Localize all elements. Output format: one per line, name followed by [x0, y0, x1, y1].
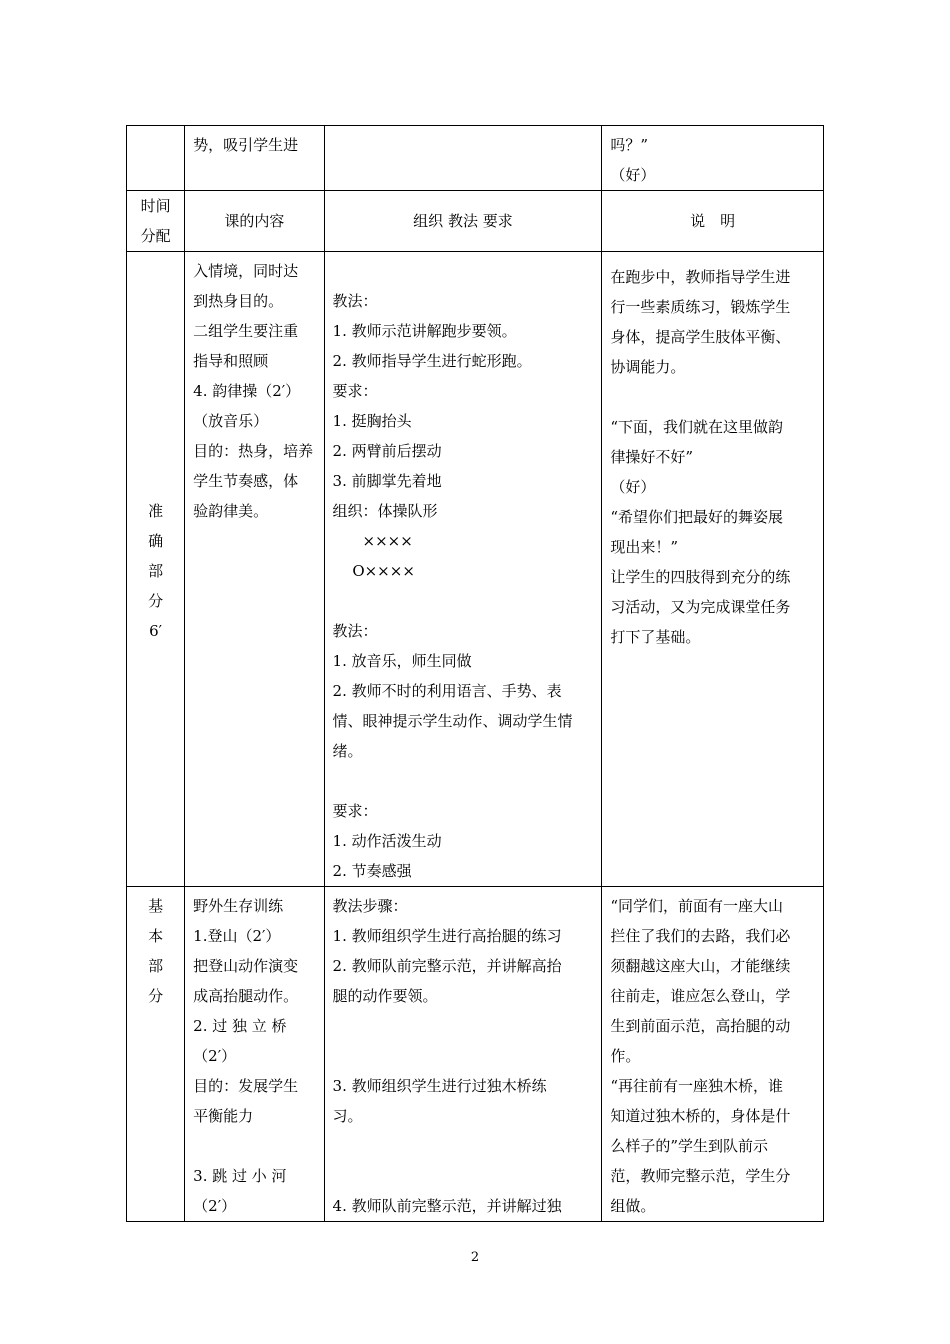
text-line: 部 [148, 562, 164, 580]
text-line: 野外生存训练 [193, 897, 284, 915]
text-line: 3. 前脚掌先着地 [332, 472, 442, 490]
prep-note [602, 252, 824, 887]
basic-section-label [127, 887, 185, 1222]
text-line: 分 [148, 592, 164, 610]
prep-section-row [127, 252, 824, 887]
text-line: 指导和照顾 [193, 352, 269, 370]
text-line: 身体，提高学生肢体平衡、 [610, 328, 791, 346]
text-line: 范，教师完整示范，学生分 [610, 1167, 791, 1185]
text-line: 教法步骤： [332, 897, 408, 915]
text-line: 成高抬腿动作。 [193, 987, 299, 1005]
text-line: 1.登山（2′） [193, 927, 281, 945]
method-cell [324, 126, 602, 191]
text-line: 组织：体操队形 [332, 502, 438, 520]
text-line: 习。 [332, 1107, 363, 1125]
text-line: 1. 教师组织学生进行高抬腿的练习 [332, 927, 562, 945]
text-line: 二组学生要注重 [193, 322, 299, 340]
text-line: 生到前面示范，高抬腿的动 [610, 1017, 791, 1035]
basic-section-row [127, 887, 824, 1222]
text-line: 学生节奏感，体 [193, 472, 299, 490]
prep-content [185, 252, 324, 887]
basic-method [324, 887, 602, 1222]
text-line: 么样子的”学生到队前示 [610, 1137, 769, 1155]
text-line: ×××× [332, 532, 413, 550]
text-line: 目的：热身，培养 [193, 442, 314, 460]
text-line: “同学们，前面有一座大山 [610, 897, 784, 915]
text-line: 绪。 [332, 742, 363, 760]
prep-section-label [127, 252, 185, 887]
basic-content [185, 887, 324, 1222]
text-line: 平衡能力 [193, 1107, 254, 1125]
text-line: “下面，我们就在这里做韵 [610, 418, 784, 436]
text-line: 知道过独木桥的，身体是什 [610, 1107, 791, 1125]
text-line: 2. 教师不时的利用语言、手势、表 [332, 682, 562, 700]
text-line: 6′ [149, 622, 163, 640]
page-number: 2 [470, 1250, 480, 1265]
text-line: 腿的动作要领。 [332, 987, 438, 1005]
text-line: 2. 教师指导学生进行蛇形跑。 [332, 352, 532, 370]
basic-note [602, 887, 824, 1222]
text-line: 协调能力。 [610, 358, 686, 376]
text-line: 教法： [332, 292, 378, 310]
text-line: 分 [148, 987, 164, 1005]
text-line: 本 [148, 927, 164, 945]
text-line: 3. 跳 过 小 河 [193, 1167, 287, 1185]
text-line: 入情境，同时达 [193, 262, 299, 280]
text-line: 4. 教师队前完整示范，并讲解过独 [332, 1197, 562, 1215]
header-time [127, 191, 185, 252]
text-line: 情、眼神提示学生动作、调动学生情 [332, 712, 573, 730]
text-line: 须翻越这座大山，才能继续 [610, 957, 791, 975]
text-line: 2. 教师队前完整示范，并讲解高抬 [332, 957, 562, 975]
text-line: 让学生的四肢得到充分的练 [610, 568, 791, 586]
continuation-row [127, 126, 824, 191]
text-line: 基 [148, 897, 164, 915]
text-line: 行一些素质练习，锻炼学生 [610, 298, 791, 316]
text-line: 教法： [332, 622, 378, 640]
text-line: 1. 挺胸抬头 [332, 412, 412, 430]
text-line: 3. 教师组织学生进行过独木桥练 [332, 1077, 547, 1095]
text-line: 部 [148, 957, 164, 975]
note-cell [602, 126, 824, 191]
text-line: （好） [610, 478, 656, 496]
text-line: 组做。 [610, 1197, 656, 1215]
text-line: 拦住了我们的去路，我们必 [610, 927, 791, 945]
text-line: 分配 [140, 227, 171, 245]
text-line: 现出来！” [610, 538, 679, 556]
text-line: 2. 两臂前后摆动 [332, 442, 442, 460]
text-line: 1. 动作活泼生动 [332, 832, 442, 850]
text-line: 势，吸引学生进 [193, 136, 299, 154]
header-row [127, 191, 824, 252]
text-line: 2. 过 独 立 桥 [193, 1017, 287, 1035]
text-line: 到热身目的。 [193, 292, 284, 310]
text-line: 往前走，谁应怎么登山，学 [610, 987, 791, 1005]
header-method: 组织 教法 要求 [324, 191, 602, 252]
text-line: 4. 韵律操（2′） [193, 382, 301, 400]
text-line: 1. 放音乐，师生同做 [332, 652, 472, 670]
text-line: 2. 节奏感强 [332, 862, 412, 880]
text-line: （好） [610, 166, 656, 184]
text-line: “再往前有一座独木桥，谁 [610, 1077, 784, 1095]
text-line: 验韵律美。 [193, 502, 269, 520]
text-line: 把登山动作演变 [193, 957, 299, 975]
text-line: “希望你们把最好的舞姿展 [610, 508, 784, 526]
text-line: 1. 教师示范讲解跑步要领。 [332, 322, 517, 340]
text-line: 律操好不好” [610, 448, 694, 466]
content-cell [185, 126, 324, 191]
text-line: 时间 [140, 197, 171, 215]
text-line: 目的：发展学生 [193, 1077, 299, 1095]
text-line: 打下了基础。 [610, 628, 701, 646]
text-line: （2′） [193, 1197, 237, 1215]
text-line: 要求： [332, 382, 378, 400]
prep-method [324, 252, 602, 887]
header-note: 说 明 [602, 191, 824, 252]
header-content: 课的内容 [185, 191, 324, 252]
text-line: 作。 [610, 1047, 641, 1065]
text-line: 确 [148, 532, 164, 550]
text-line: 在跑步中，教师指导学生进 [610, 268, 791, 286]
text-line: 准 [148, 502, 164, 520]
text-line: 吗？” [610, 136, 649, 154]
text-line: O×××× [332, 562, 415, 580]
time-cell [127, 126, 185, 191]
text-line: 要求： [332, 802, 378, 820]
text-line: （放音乐） [193, 412, 269, 430]
text-line: （2′） [193, 1047, 237, 1065]
text-line: 习活动，又为完成课堂任务 [610, 598, 791, 616]
lesson-plan-table [126, 125, 824, 1222]
